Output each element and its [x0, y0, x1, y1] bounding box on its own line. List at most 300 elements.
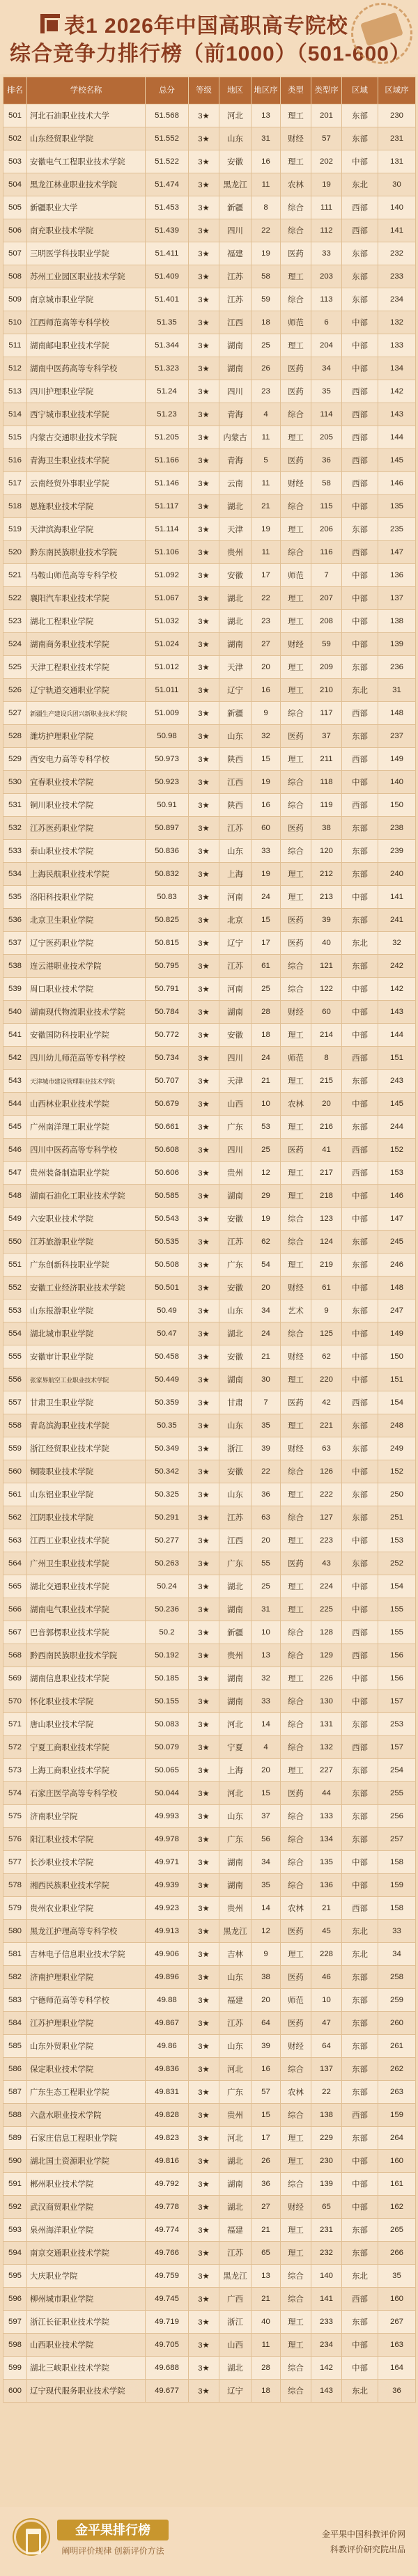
cell-type-rank: 201	[311, 104, 342, 127]
cell-area-rank: 149	[378, 748, 416, 771]
table-row	[3, 1736, 416, 1759]
cell-type-rank: 230	[311, 2150, 342, 2173]
cell-rank: 583	[3, 1989, 27, 2012]
cell-area-rank: 145	[378, 449, 416, 472]
cell-grade: 3★	[189, 1713, 219, 1736]
cell-school-name: 柳州城市职业学院	[27, 2288, 146, 2311]
cell-rank: 565	[3, 1575, 27, 1598]
cell-score: 50.772	[146, 1024, 189, 1047]
cell-type-rank: 34	[311, 357, 342, 380]
cell-school-name: 甘肃卫生职业学院	[27, 1391, 146, 1414]
cell-region-rank: 26	[251, 2150, 281, 2173]
cell-region: 新疆	[219, 1621, 251, 1644]
cell-school-name: 新疆职业大学	[27, 196, 146, 219]
cell-rank: 570	[3, 1690, 27, 1713]
header-score: 总分	[146, 77, 189, 104]
cell-rank: 523	[3, 610, 27, 633]
table-row	[3, 840, 416, 863]
cell-type-rank: 46	[311, 1966, 342, 1989]
cell-area: 东部	[342, 863, 378, 886]
cell-grade: 3★	[189, 2265, 219, 2288]
cell-grade: 3★	[189, 2104, 219, 2127]
cell-rank: 563	[3, 1529, 27, 1552]
cell-rank: 595	[3, 2265, 27, 2288]
cell-grade: 3★	[189, 978, 219, 1001]
cell-school-name: 湘西民族职业技术学院	[27, 1874, 146, 1897]
cell-region: 江西	[219, 771, 251, 794]
table-row	[3, 702, 416, 725]
cell-type-rank: 44	[311, 1782, 342, 1805]
cell-region-rank: 20	[251, 656, 281, 679]
cell-grade: 3★	[189, 1598, 219, 1621]
cell-rank: 517	[3, 472, 27, 495]
cell-region: 河北	[219, 104, 251, 127]
cell-area: 东部	[342, 1231, 378, 1254]
cell-rank: 564	[3, 1552, 27, 1575]
cell-score: 49.867	[146, 2012, 189, 2035]
cell-area-rank: 154	[378, 1575, 416, 1598]
cell-rank: 522	[3, 587, 27, 610]
cell-type-rank: 213	[311, 886, 342, 909]
cell-area-rank: 137	[378, 587, 416, 610]
cell-school-name: 南京交通职业技术学院	[27, 2242, 146, 2265]
cell-type: 理工	[281, 2311, 311, 2334]
cell-school-name: 湖北国土资源职业学院	[27, 2150, 146, 2173]
cell-region-rank: 17	[251, 932, 281, 955]
cell-region-rank: 19	[251, 518, 281, 541]
cell-type-rank: 137	[311, 2058, 342, 2081]
cell-region: 安徽	[219, 1208, 251, 1231]
cell-score: 50.795	[146, 955, 189, 978]
cell-type: 农林	[281, 1093, 311, 1116]
title-tag-icon	[40, 14, 60, 33]
cell-type-rank: 132	[311, 1736, 342, 1759]
header-region-rank: 地区序	[251, 77, 281, 104]
table-row	[3, 2334, 416, 2357]
cell-area-rank: 239	[378, 840, 416, 863]
cell-area: 西部	[342, 219, 378, 242]
table-row	[3, 1966, 416, 1989]
cell-area-rank: 231	[378, 127, 416, 150]
cell-region-rank: 55	[251, 1552, 281, 1575]
cell-type: 医药	[281, 380, 311, 403]
cell-region-rank: 18	[251, 2380, 281, 2403]
cell-score: 50.263	[146, 1552, 189, 1575]
cell-region-rank: 21	[251, 2219, 281, 2242]
cell-area: 东部	[342, 2081, 378, 2104]
cell-type: 财经	[281, 127, 311, 150]
cell-region: 山东	[219, 2035, 251, 2058]
cell-area-rank: 140	[378, 771, 416, 794]
cell-grade: 3★	[189, 1851, 219, 1874]
cell-area-rank: 152	[378, 1460, 416, 1483]
cell-area-rank: 243	[378, 1070, 416, 1093]
cell-rank: 521	[3, 564, 27, 587]
cell-type-rank: 222	[311, 1483, 342, 1506]
cell-region-rank: 61	[251, 955, 281, 978]
cell-region-rank: 23	[251, 380, 281, 403]
cell-rank: 586	[3, 2058, 27, 2081]
table-row	[3, 1299, 416, 1322]
cell-area-rank: 148	[378, 1277, 416, 1299]
cell-rank: 597	[3, 2311, 27, 2334]
cell-rank: 516	[3, 449, 27, 472]
cell-region-rank: 19	[251, 863, 281, 886]
cell-region: 江苏	[219, 2242, 251, 2265]
cell-region: 浙江	[219, 1437, 251, 1460]
cell-type: 综合	[281, 541, 311, 564]
cell-rank: 530	[3, 771, 27, 794]
cell-grade: 3★	[189, 633, 219, 656]
cell-region: 天津	[219, 656, 251, 679]
cell-grade: 3★	[189, 1759, 219, 1782]
cell-region-rank: 57	[251, 2081, 281, 2104]
cell-type: 综合	[281, 794, 311, 817]
table-row	[3, 495, 416, 518]
cell-rank: 548	[3, 1185, 27, 1208]
cell-grade: 3★	[189, 2196, 219, 2219]
cell-school-name: 湖南商务职业技术学院	[27, 633, 146, 656]
cell-rank: 528	[3, 725, 27, 748]
cell-area-rank: 147	[378, 541, 416, 564]
cell-school-name: 三明医学科技职业学院	[27, 242, 146, 265]
cell-school-name: 湖北城市职业学院	[27, 1322, 146, 1345]
cell-area-rank: 234	[378, 288, 416, 311]
cell-type: 综合	[281, 2173, 311, 2196]
table-row	[3, 955, 416, 978]
cell-area: 东部	[342, 288, 378, 311]
cell-area-rank: 233	[378, 265, 416, 288]
cell-type-rank: 126	[311, 1460, 342, 1483]
cell-type: 综合	[281, 955, 311, 978]
table-row	[3, 1598, 416, 1621]
cell-type: 医药	[281, 357, 311, 380]
cell-region: 山东	[219, 127, 251, 150]
cell-region: 山东	[219, 1805, 251, 1828]
cell-type: 综合	[281, 1828, 311, 1851]
cell-area: 中部	[342, 495, 378, 518]
cell-type-rank: 65	[311, 2196, 342, 2219]
cell-type: 理工	[281, 1529, 311, 1552]
cell-school-name: 吉林电子信息职业技术学院	[27, 1943, 146, 1966]
cell-grade: 3★	[189, 1920, 219, 1943]
cell-region-rank: 13	[251, 104, 281, 127]
cell-region: 湖北	[219, 1575, 251, 1598]
cell-type-rank: 135	[311, 1851, 342, 1874]
cell-grade: 3★	[189, 1139, 219, 1162]
cell-region: 湖北	[219, 587, 251, 610]
cell-score: 50.784	[146, 1001, 189, 1024]
cell-grade: 3★	[189, 1575, 219, 1598]
cell-area: 中部	[342, 334, 378, 357]
cell-area: 中部	[342, 1874, 378, 1897]
cell-school-name: 云南经贸外事职业学院	[27, 472, 146, 495]
header-rank: 排名	[3, 77, 27, 104]
cell-rank: 549	[3, 1208, 27, 1231]
cell-type-rank: 127	[311, 1506, 342, 1529]
cell-grade: 3★	[189, 840, 219, 863]
cell-score: 51.009	[146, 702, 189, 725]
cell-area-rank: 162	[378, 2196, 416, 2219]
table-row	[3, 104, 416, 127]
cell-type: 理工	[281, 2242, 311, 2265]
cell-score: 50.585	[146, 1185, 189, 1208]
cell-region-rank: 27	[251, 2196, 281, 2219]
cell-school-name: 湖南中医药高等专科学校	[27, 357, 146, 380]
cell-type-rank: 121	[311, 955, 342, 978]
cell-school-name: 山东经贸职业学院	[27, 127, 146, 150]
cell-rank: 584	[3, 2012, 27, 2035]
cell-region: 黑龙江	[219, 2265, 251, 2288]
cell-area: 东北	[342, 679, 378, 702]
cell-region-rank: 19	[251, 1208, 281, 1231]
table-row	[3, 794, 416, 817]
table-row	[3, 2242, 416, 2265]
cell-rank: 556	[3, 1368, 27, 1391]
cell-rank: 575	[3, 1805, 27, 1828]
cell-score: 51.012	[146, 656, 189, 679]
cell-area: 东部	[342, 1299, 378, 1322]
cell-rank: 532	[3, 817, 27, 840]
cell-type-rank: 119	[311, 794, 342, 817]
cell-score: 49.906	[146, 1943, 189, 1966]
cell-grade: 3★	[189, 1874, 219, 1897]
cell-score: 51.439	[146, 219, 189, 242]
cell-type-rank: 116	[311, 541, 342, 564]
cell-region: 广东	[219, 1828, 251, 1851]
cell-type-rank: 117	[311, 702, 342, 725]
cell-score: 50.661	[146, 1116, 189, 1139]
cell-grade: 3★	[189, 748, 219, 771]
cell-area: 东部	[342, 2242, 378, 2265]
cell-grade: 3★	[189, 495, 219, 518]
cell-grade: 3★	[189, 2357, 219, 2380]
cell-area: 中部	[342, 1460, 378, 1483]
cell-type: 综合	[281, 978, 311, 1001]
cell-type-rank: 40	[311, 932, 342, 955]
cell-area-rank: 146	[378, 1185, 416, 1208]
cell-score: 49.774	[146, 2219, 189, 2242]
cell-score: 50.897	[146, 817, 189, 840]
table-row	[3, 2173, 416, 2196]
cell-area-rank: 245	[378, 1231, 416, 1254]
footer-producer: 科教评价研究院出品	[330, 2545, 405, 2554]
cell-area-rank: 265	[378, 2219, 416, 2242]
cell-region: 湖南	[219, 357, 251, 380]
cell-type: 理工	[281, 150, 311, 173]
cell-area: 中部	[342, 2196, 378, 2219]
cell-score: 49.993	[146, 1805, 189, 1828]
cell-region: 青海	[219, 449, 251, 472]
cell-type: 理工	[281, 656, 311, 679]
cell-type: 财经	[281, 1345, 311, 1368]
cell-school-name: 连云港职业技术学院	[27, 955, 146, 978]
cell-type-rank: 210	[311, 679, 342, 702]
cell-area-rank: 158	[378, 1851, 416, 1874]
cell-score: 51.092	[146, 564, 189, 587]
cell-school-name: 浙江长征职业技术学院	[27, 2311, 146, 2334]
cell-area-rank: 146	[378, 472, 416, 495]
cell-type-rank: 113	[311, 288, 342, 311]
cell-school-name: 江苏医药职业学院	[27, 817, 146, 840]
cell-type: 医药	[281, 242, 311, 265]
cell-type: 综合	[281, 1322, 311, 1345]
table-row	[3, 771, 416, 794]
cell-school-name: 山东铝业职业学院	[27, 1483, 146, 1506]
cell-rank: 545	[3, 1116, 27, 1139]
cell-area: 中部	[342, 2150, 378, 2173]
table-row	[3, 1897, 416, 1920]
cell-region: 安徽	[219, 564, 251, 587]
cell-region-rank: 27	[251, 633, 281, 656]
cell-rank: 541	[3, 1024, 27, 1047]
cell-region: 北京	[219, 909, 251, 932]
cell-score: 50.535	[146, 1231, 189, 1254]
cell-region: 安徽	[219, 1024, 251, 1047]
cell-area: 东部	[342, 2127, 378, 2150]
cell-score: 49.836	[146, 2058, 189, 2081]
cell-type-rank: 10	[311, 1989, 342, 2012]
cell-type: 医药	[281, 817, 311, 840]
cell-area: 西部	[342, 1736, 378, 1759]
cell-area-rank: 259	[378, 1989, 416, 2012]
cell-school-name: 江西工业职业技术学院	[27, 1529, 146, 1552]
cell-grade: 3★	[189, 1116, 219, 1139]
cell-score: 51.453	[146, 196, 189, 219]
table-row	[3, 2219, 416, 2242]
table-row	[3, 1483, 416, 1506]
cell-school-name: 巴音郭楞职业技术学院	[27, 1621, 146, 1644]
cell-grade: 3★	[189, 679, 219, 702]
cell-type: 综合	[281, 1690, 311, 1713]
cell-region-rank: 18	[251, 311, 281, 334]
cell-type-rank: 62	[311, 1345, 342, 1368]
cell-region-rank: 34	[251, 1299, 281, 1322]
cell-grade: 3★	[189, 587, 219, 610]
table-row	[3, 196, 416, 219]
cell-rank: 515	[3, 426, 27, 449]
page-footer	[0, 2507, 418, 2576]
cell-region-rank: 36	[251, 2173, 281, 2196]
table-row	[3, 1047, 416, 1070]
cell-grade: 3★	[189, 2380, 219, 2403]
cell-region-rank: 63	[251, 1506, 281, 1529]
cell-rank: 505	[3, 196, 27, 219]
cell-school-name: 宁德师范高等专科学校	[27, 1989, 146, 2012]
cell-area: 东部	[342, 1782, 378, 1805]
cell-type-rank: 57	[311, 127, 342, 150]
cell-grade: 3★	[189, 150, 219, 173]
cell-rank: 588	[3, 2104, 27, 2127]
cell-type: 综合	[281, 196, 311, 219]
cell-grade: 3★	[189, 1897, 219, 1920]
cell-region: 甘肃	[219, 1391, 251, 1414]
cell-type-rank: 59	[311, 633, 342, 656]
cell-area-rank: 148	[378, 702, 416, 725]
cell-rank: 527	[3, 702, 27, 725]
cell-region-rank: 19	[251, 771, 281, 794]
cell-region: 贵州	[219, 2104, 251, 2127]
cell-type-rank: 217	[311, 1162, 342, 1185]
cell-school-name: 上海工商职业技术学院	[27, 1759, 146, 1782]
cell-school-name: 安徽工业经济职业技术学院	[27, 1277, 146, 1299]
table-row	[3, 265, 416, 288]
cell-type-rank: 115	[311, 495, 342, 518]
cell-score: 50.35	[146, 1414, 189, 1437]
cell-region-rank: 17	[251, 2127, 281, 2150]
cell-region-rank: 13	[251, 1644, 281, 1667]
cell-school-name: 石家庄信息工程职业学院	[27, 2127, 146, 2150]
cell-type-rank: 219	[311, 1254, 342, 1277]
cell-type-rank: 43	[311, 1552, 342, 1575]
cell-area-rank: 141	[378, 219, 416, 242]
cell-type: 理工	[281, 1185, 311, 1208]
cell-score: 50.91	[146, 794, 189, 817]
cell-region: 湖南	[219, 1690, 251, 1713]
footer-slogan: 阐明评价规律 创新评价方法	[61, 2546, 164, 2556]
cell-region: 福建	[219, 2219, 251, 2242]
table-row	[3, 1782, 416, 1805]
cell-type: 财经	[281, 1277, 311, 1299]
cell-grade: 3★	[189, 1208, 219, 1231]
cell-area-rank: 236	[378, 656, 416, 679]
cell-score: 49.766	[146, 2242, 189, 2265]
cell-type-rank: 47	[311, 2012, 342, 2035]
cell-region: 河北	[219, 1713, 251, 1736]
cell-rank: 568	[3, 1644, 27, 1667]
cell-score: 50.083	[146, 1713, 189, 1736]
cell-area: 东部	[342, 1828, 378, 1851]
cell-type: 综合	[281, 1621, 311, 1644]
table-row	[3, 311, 416, 334]
cell-area-rank: 151	[378, 1368, 416, 1391]
cell-area-rank: 161	[378, 2173, 416, 2196]
cell-type: 医药	[281, 1782, 311, 1805]
cell-area-rank: 255	[378, 1782, 416, 1805]
table-row	[3, 633, 416, 656]
table-row	[3, 2357, 416, 2380]
cell-grade: 3★	[189, 955, 219, 978]
table-row	[3, 2265, 416, 2288]
table-row	[3, 1208, 416, 1231]
cell-type-rank: 231	[311, 2219, 342, 2242]
cell-region-rank: 14	[251, 1713, 281, 1736]
cell-area-rank: 262	[378, 2058, 416, 2081]
table-row	[3, 242, 416, 265]
cell-region-rank: 11	[251, 541, 281, 564]
cell-type: 理工	[281, 1368, 311, 1391]
cell-area-rank: 142	[378, 978, 416, 1001]
cell-type-rank: 60	[311, 1001, 342, 1024]
cell-school-name: 铜川职业技术学院	[27, 794, 146, 817]
cell-grade: 3★	[189, 2219, 219, 2242]
cell-type-rank: 141	[311, 2288, 342, 2311]
table-row	[3, 150, 416, 173]
cell-type: 财经	[281, 2196, 311, 2219]
cell-rank: 592	[3, 2196, 27, 2219]
cell-area: 东部	[342, 1805, 378, 1828]
cell-area: 中部	[342, 1185, 378, 1208]
cell-region-rank: 29	[251, 1185, 281, 1208]
cell-area: 中部	[342, 886, 378, 909]
cell-rank: 504	[3, 173, 27, 196]
cell-rank: 547	[3, 1162, 27, 1185]
cell-region-rank: 22	[251, 1460, 281, 1483]
cell-type-rank: 207	[311, 587, 342, 610]
cell-grade: 3★	[189, 2334, 219, 2357]
cell-region-rank: 24	[251, 1047, 281, 1070]
table-row	[3, 1093, 416, 1116]
